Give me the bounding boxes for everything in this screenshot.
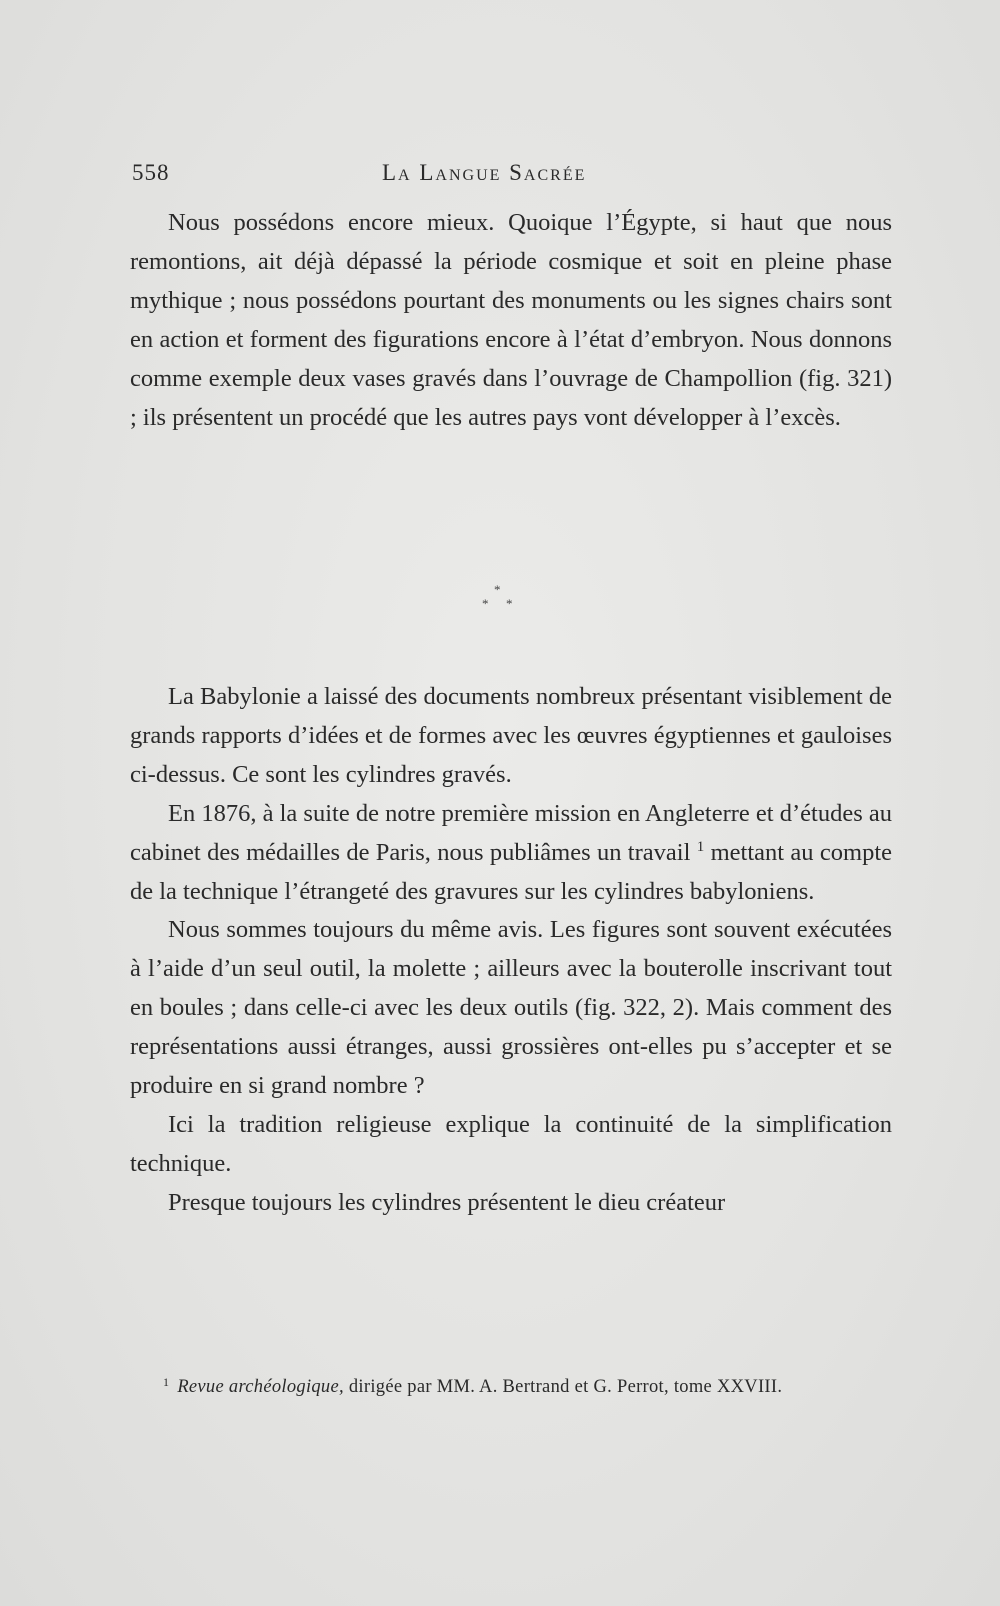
paragraph-babylonia: La Babylonie a laissé des documents nombreux présentant visiblement de grands rapports d’idées et de formes avec les œuvres égyptiennes et gauloises ci-dessus. Ce sont les cylindres gravés. bbox=[130, 683, 892, 788]
footnote-mark: 1 bbox=[163, 1375, 170, 1389]
page-header bbox=[132, 160, 892, 190]
paragraph-1876 bbox=[130, 795, 892, 912]
footnote bbox=[163, 1370, 903, 1399]
paragraph-tools: Nous sommes toujours du même avis. Les figures sont souvent exécutées à l’aide d’un seul outil, la molette ; ailleurs avec la bouterolle inscrivant tout en boules ; dans celle-ci avec les deux outils (fig. 322, 2). Mais comment des représentations aussi étranges, aussi grossières ont-elles pu s’accepter et se produire en si grand nombre ? bbox=[130, 916, 892, 1100]
paragraph-1876-text-b: mettant au compte de la technique l’étrangeté des gravures sur les cylindres babyloniens. bbox=[130, 838, 893, 905]
asterism-separator bbox=[470, 582, 530, 618]
running-title: La Langue Sacrée bbox=[382, 160, 587, 185]
paragraph-egypt: Nous possédons encore mieux. Quoique l’Égypte, si haut que nous remontions, ait déjà dépassé la période cosmique et soit en pleine phase mythique ; nous possédons pourtant des monuments ou les signes chairs sont en action et forment des figurations encore à l’état d’embryon. Nous donnons comme exemple deux vases gravés dans l’ouvrage de Champollion (fig. 321) ; ils présentent un procédé que les autres pays vont développer à l’excès. bbox=[130, 209, 892, 431]
section-egypt bbox=[130, 204, 892, 437]
paragraph-tradition: Ici la tradition religieuse explique la continuité de la simplification technique. bbox=[130, 1110, 892, 1177]
paragraph-1876-text-a: En 1876, à la suite de notre première mission en Angleterre et d’études au cabinet des médailles de Paris, nous publiâmes un travail bbox=[130, 799, 892, 866]
paragraph-cylinders: Presque toujours les cylindres présentent le dieu créateur bbox=[168, 1188, 726, 1216]
asterism-star-right: * bbox=[506, 596, 513, 611]
footnote-reference[interactable]: 1 bbox=[696, 838, 705, 855]
section-babylonia bbox=[130, 678, 892, 1223]
footnote-text: dirigée par MM. A. Bertrand et G. Perrot, tome XXVIII. bbox=[348, 1377, 783, 1397]
page-number: 558 bbox=[132, 160, 170, 185]
footnote-journal-title: Revue archéologique, bbox=[177, 1377, 344, 1397]
asterism-star-left: * bbox=[482, 596, 489, 611]
asterism-star-top: * bbox=[494, 582, 501, 597]
